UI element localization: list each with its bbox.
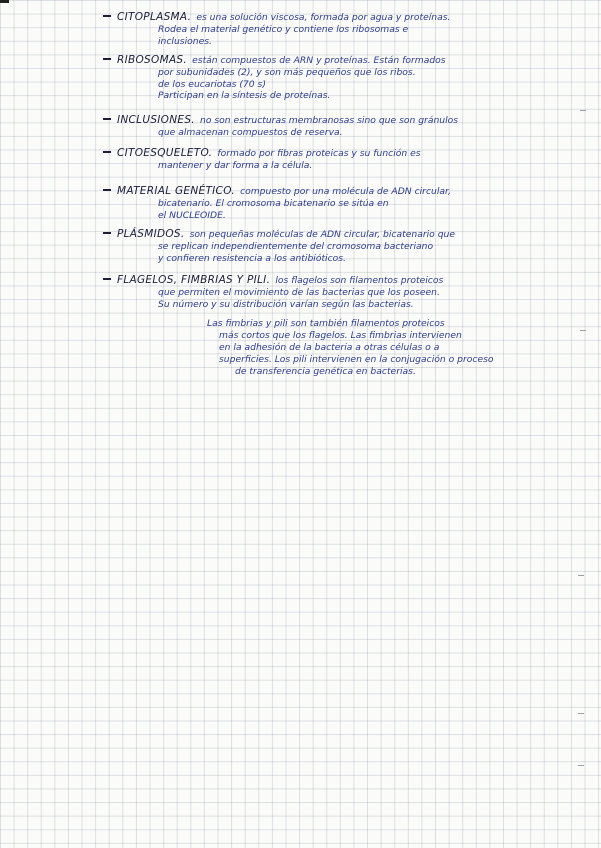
entry-line: es una solución viscosa, formada por agua y proteínas. <box>196 12 451 23</box>
entry-line: el NUCLEOIDE. <box>158 209 226 221</box>
entry-line: formado por fibras proteicas y su función es <box>217 148 421 159</box>
entry-citoplasma <box>103 5 593 47</box>
bullet-dash <box>103 58 111 60</box>
entry-inclusiones <box>103 108 593 139</box>
entry-term: FLAGELOS, FIMBRIAS Y PILI. <box>117 274 271 286</box>
bullet-dash <box>103 151 111 153</box>
bullet-dash <box>103 118 111 120</box>
margin-mark <box>580 330 586 331</box>
note-line: más cortos que los flagelos. Las fimbrias intervienen <box>219 330 462 341</box>
entry-line: bicatenario. El cromosoma bicatenario se sitúa en <box>158 198 389 209</box>
fimbrias-pili-note <box>207 318 587 378</box>
entry-line: se replican independientemente del cromosoma bacteriano <box>158 241 434 252</box>
entry-term: MATERIAL GENÉTICO. <box>117 185 235 197</box>
entry-material-genetico <box>103 179 593 221</box>
note-line: de transferencia genética en bacterias. <box>235 366 416 377</box>
entry-line: los flagelos son filamentos proteicos <box>275 275 444 286</box>
note-line: en la adhesión de la bacteria a otras células o a <box>219 342 440 353</box>
bullet-dash <box>103 232 111 234</box>
entry-line: Su número y su distribución varían según las bacterias. <box>158 298 414 310</box>
margin-mark <box>578 765 584 766</box>
margin-mark <box>578 713 584 714</box>
entry-line: por subunidades (2), y son más pequeños que los ribos. <box>158 67 416 78</box>
entry-line: compuesto por una molécula de ADN circular, <box>240 186 451 197</box>
bullet-dash <box>103 189 111 191</box>
note-line: Las fimbrias y pili son también filamentos proteicos <box>207 318 445 329</box>
entry-term: CITOESQUELETO. <box>117 147 213 159</box>
entry-plasmidos <box>103 222 593 264</box>
entry-line: y confieren resistencia a los antibióticos. <box>158 252 346 264</box>
entry-line: no son estructuras membranosas sino que son gránulos <box>200 115 459 126</box>
bullet-dash <box>103 278 111 280</box>
margin-mark <box>578 575 584 576</box>
entry-ribosomas <box>103 48 593 102</box>
entry-line: están compuestos de ARN y proteínas. Están formados <box>192 55 446 66</box>
entry-term: CITOPLASMA. <box>117 11 192 23</box>
entry-line: que almacenan compuestos de reserva. <box>158 127 343 138</box>
entry-term: PLÁSMIDOS. <box>117 228 185 240</box>
entry-line: de los eucariotas (70 s) <box>158 78 266 90</box>
entry-line: Participan en la síntesis de proteínas. <box>158 90 331 101</box>
bullet-dash <box>103 15 111 17</box>
entry-term: INCLUSIONES. <box>117 114 195 126</box>
entry-line: son pequeñas moléculas de ADN circular, bicatenario que <box>189 229 456 240</box>
entry-flagelos <box>103 268 593 310</box>
note-line: superficies. Los pili intervienen en la conjugación o proceso <box>219 354 494 365</box>
entry-line: que permiten el movimiento de las bacterias que los poseen. <box>158 287 440 298</box>
entry-term: RIBOSOMAS. <box>117 54 188 66</box>
entry-citoesqueleto <box>103 141 593 172</box>
margin-mark <box>580 110 586 111</box>
page-corner-mark <box>0 0 9 3</box>
entry-line: Rodea el material genético y contiene los ribosomas e <box>158 24 409 35</box>
entry-line: inclusiones. <box>158 35 212 47</box>
entry-line: mantener y dar forma a la célula. <box>158 160 313 171</box>
